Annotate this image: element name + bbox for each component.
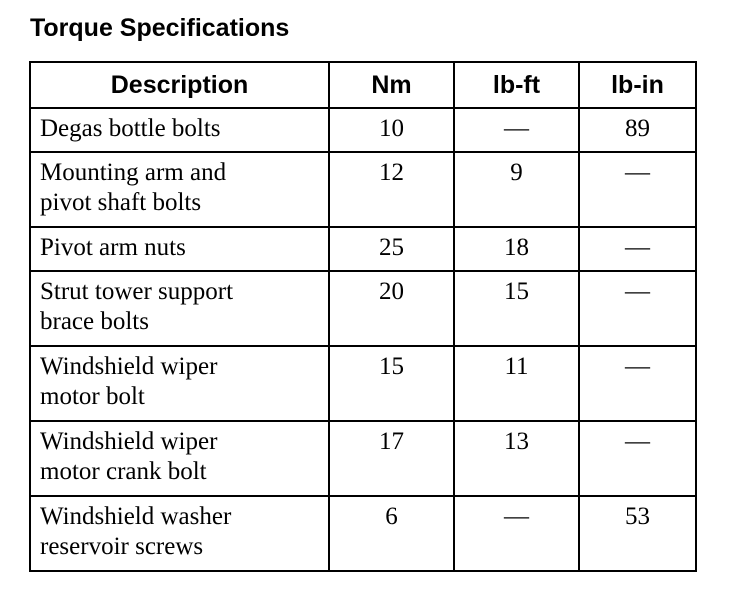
- cell-lbin: —: [579, 152, 696, 227]
- cell-nm: 12: [329, 152, 454, 227]
- header-lbft: lb-ft: [454, 62, 579, 108]
- cell-lbft: —: [454, 496, 579, 571]
- cell-nm: 17: [329, 421, 454, 496]
- description-line: brace bolts: [40, 308, 149, 335]
- description-line: pivot shaft bolts: [40, 189, 202, 216]
- cell-lbin: 53: [579, 496, 696, 571]
- description-line: motor bolt: [40, 383, 145, 410]
- cell-lbin: —: [579, 227, 696, 271]
- cell-lbft: 15: [454, 271, 579, 346]
- cell-description: [30, 271, 329, 346]
- description-line: reservoir screws: [40, 533, 204, 560]
- cell-description: [30, 227, 329, 271]
- header-description: Description: [30, 62, 329, 108]
- cell-description: [30, 496, 329, 571]
- cell-nm: 10: [329, 108, 454, 152]
- description-line: Mounting arm and: [40, 159, 227, 186]
- header-nm: Nm: [329, 62, 454, 108]
- table-row: [30, 496, 696, 571]
- cell-nm: 15: [329, 346, 454, 421]
- table-row: [30, 421, 696, 496]
- description-line: Strut tower support: [40, 278, 234, 305]
- description-line: Windshield washer: [40, 503, 232, 530]
- cell-lbft: 9: [454, 152, 579, 227]
- cell-nm: 25: [329, 227, 454, 271]
- page-title: Torque Specifications: [30, 14, 290, 42]
- cell-lbft: 11: [454, 346, 579, 421]
- cell-lbft: 13: [454, 421, 579, 496]
- table-row: [30, 152, 696, 227]
- torque-spec-table: [29, 61, 697, 572]
- cell-lbin: —: [579, 421, 696, 496]
- cell-lbft: —: [454, 108, 579, 152]
- cell-description: [30, 346, 329, 421]
- description-line: Windshield wiper: [40, 428, 218, 455]
- table-row: [30, 346, 696, 421]
- description-line: Windshield wiper: [40, 353, 218, 380]
- cell-lbin: —: [579, 346, 696, 421]
- cell-lbin: —: [579, 271, 696, 346]
- description-line: Degas bottle bolts: [40, 115, 221, 142]
- cell-description: [30, 152, 329, 227]
- header-lbin: lb-in: [579, 62, 696, 108]
- cell-nm: 20: [329, 271, 454, 346]
- cell-lbin: 89: [579, 108, 696, 152]
- cell-description: [30, 108, 329, 152]
- cell-nm: 6: [329, 496, 454, 571]
- table-row: [30, 227, 696, 271]
- table-row: [30, 271, 696, 346]
- cell-lbft: 18: [454, 227, 579, 271]
- cell-description: [30, 421, 329, 496]
- description-line: motor crank bolt: [40, 458, 207, 485]
- description-line: Pivot arm nuts: [40, 234, 186, 261]
- table-row: [30, 108, 696, 152]
- table-header-row: [30, 62, 696, 108]
